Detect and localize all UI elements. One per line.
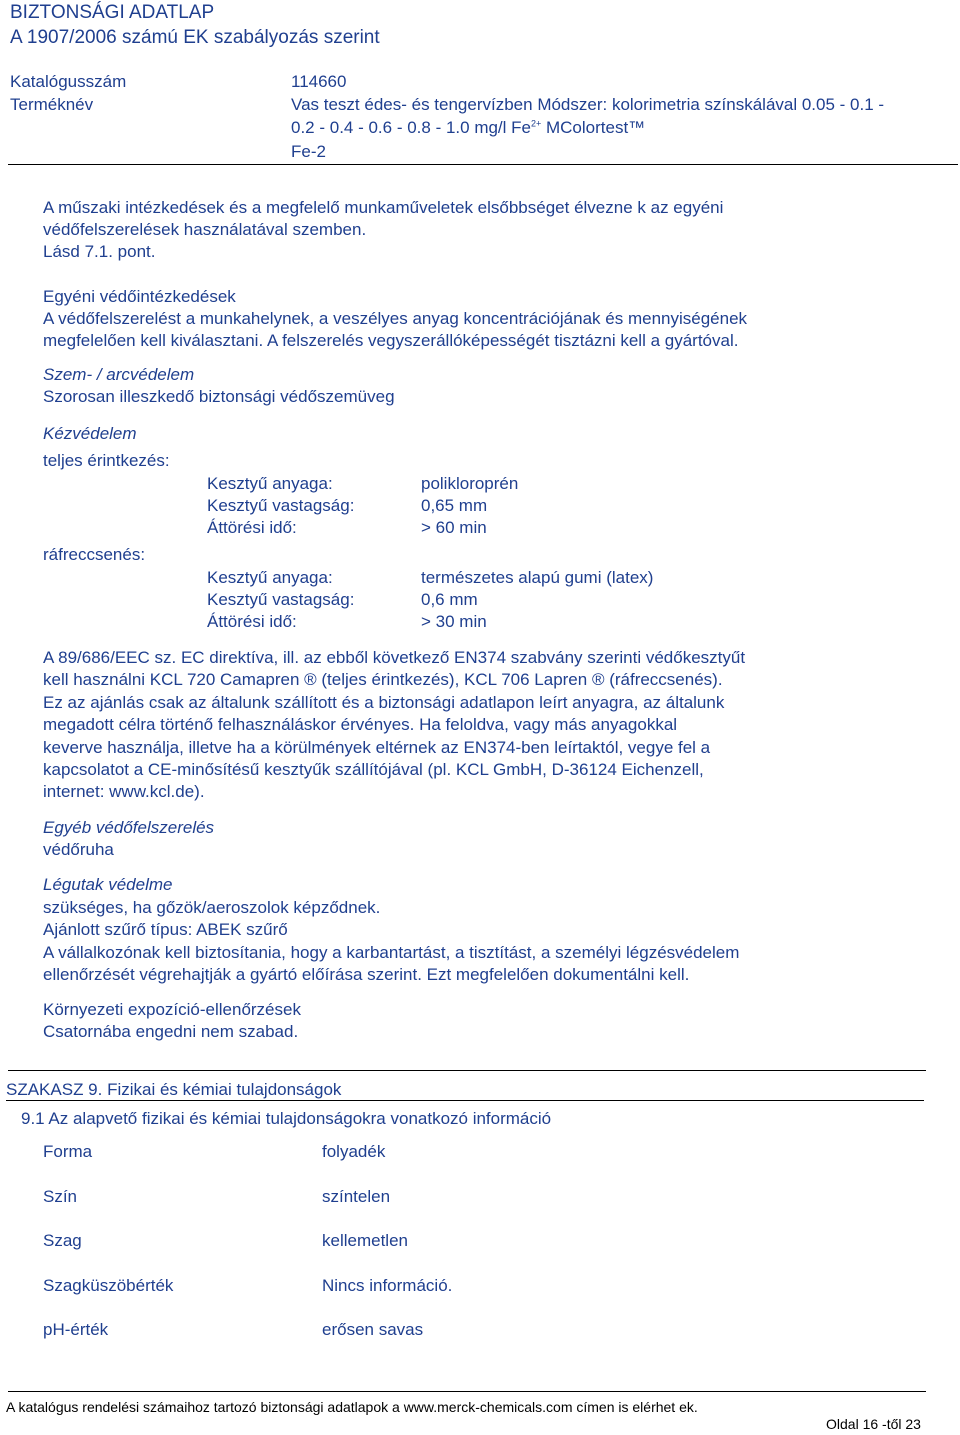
glove-note-line2: kell használni KCL 720 Camapren ® (teljes érintkezés), KCL 706 Lapren ® (ráfreccsenés). (43, 670, 723, 689)
document-title: BIZTONSÁGI ADATLAP (10, 2, 215, 23)
respiratory-line3: A vállalkozónak kell biztosítania, hogy a karbantartást, a tisztítást, a személyi légzésvédelem (43, 943, 740, 962)
personal-line1: A védőfelszerelést a munkahelynek, a veszélyes anyag koncentrációjának és mennyiségének (43, 309, 748, 328)
other-protection-heading: Egyéb védőfelszerelés (43, 818, 215, 837)
page-number: Oldal 16 -től 23 (826, 1416, 921, 1432)
eye-heading: Szem- / arcvédelem (43, 365, 195, 384)
property-label-color: Szín (43, 1187, 78, 1206)
full-contact-label: teljes érintkezés: (43, 451, 170, 470)
full-material-label: Kesztyű anyaga: (207, 474, 333, 493)
respiratory-line2: Ajánlott szűrő típus: ABEK szűrő (43, 920, 288, 939)
section9-subtitle: 9.1 Az alapvető fizikai és kémiai tulajdonságokra vonatkozó információ (21, 1109, 552, 1128)
property-value-ph: erősen savas (322, 1320, 424, 1339)
full-material-value: polikloroprén (421, 474, 519, 493)
property-label-odor: Szag (43, 1231, 82, 1250)
product-name-line1: Vas teszt édes- és tengervízben Módszer: kolorimetria színskálával 0.05 - 0.1 - (291, 95, 885, 114)
property-label-ph: pH-érték (43, 1320, 109, 1339)
section9-underline (6, 1100, 924, 1101)
respiratory-line1: szükséges, ha gőzök/aeroszolok képződnek. (43, 898, 381, 917)
full-thickness-label: Kesztyű vastagság: (207, 496, 355, 515)
respiratory-heading: Légutak védelme (43, 875, 173, 894)
full-breakthrough-label: Áttörési idő: (207, 518, 297, 537)
glove-note-line4: megadott célra történő felhasználáskor érvényes. Ha feloldva, vagy más anyagokkal (43, 715, 678, 734)
glove-note-line7: internet: www.kcl.de). (43, 782, 205, 801)
product-line2-superscript: 2+ (531, 118, 542, 129)
personal-line2: megfelelően kell kiválasztani. A felszerelés vegyszerállóképességét tisztázni kell a gyártóval. (43, 331, 739, 350)
intro-line1: A műszaki intézkedések és a megfelelő munkaműveletek elsőbbséget élvezne k az egyéni (43, 198, 724, 217)
section-divider (8, 1070, 926, 1071)
splash-breakthrough-value: > 30 min (421, 612, 487, 631)
splash-label: ráfreccsenés: (43, 545, 146, 564)
hand-heading: Kézvédelem (43, 424, 137, 443)
splash-breakthrough-label: Áttörési idő: (207, 612, 297, 631)
splash-thickness-value: 0,6 mm (421, 590, 478, 609)
section9-title: SZAKASZ 9. Fizikai és kémiai tulajdonságok (6, 1080, 342, 1099)
product-name-line3: Fe-2 (291, 142, 326, 161)
glove-note-line6: kapcsolatot a CE-minősítésű kesztyűk szállítójával (pl. KCL GmbH, D-36124 Eichenzell, (43, 760, 704, 779)
full-breakthrough-value: > 60 min (421, 518, 487, 537)
property-label-odor-threshold: Szagküszöbérték (43, 1276, 174, 1295)
property-value-odor: kellemetlen (322, 1231, 408, 1250)
glove-note-line3: Ez az ajánlás csak az általunk szállított és a biztonsági adatlapon leírt anyagra, az általunk (43, 693, 725, 712)
footer-divider (8, 1391, 926, 1392)
catalog-value: 114660 (291, 72, 347, 91)
product-line2-suffix: MColortest™ (541, 118, 646, 137)
property-value-form: folyadék (322, 1142, 386, 1161)
environment-text: Csatornába engedni nem szabad. (43, 1022, 299, 1041)
footer-text: A katalógus rendelési számaihoz tartozó biztonsági adatlapok a www.merck-chemicals.com címen is elérhet ek. (6, 1399, 698, 1415)
full-thickness-value: 0,65 mm (421, 496, 488, 515)
property-value-odor-threshold: Nincs információ. (322, 1276, 453, 1295)
other-protection-text: védőruha (43, 840, 114, 859)
property-label-form: Forma (43, 1142, 93, 1161)
personal-heading: Egyéni védőintézkedések (43, 287, 236, 306)
catalog-label: Katalógusszám (10, 72, 127, 91)
splash-material-value: természetes alapú gumi (latex) (421, 568, 654, 587)
intro-line2: védőfelszerelések használatával szemben. (43, 220, 367, 239)
respiratory-line4: ellenőrzését végrehajtják a gyártó előírása szerint. Ezt megfelelően dokumentálni kell. (43, 965, 690, 984)
intro-line3: Lásd 7.1. pont. (43, 242, 156, 261)
product-name-line2 (291, 117, 645, 139)
regulation-line: A 1907/2006 számú EK szabályozás szerint (10, 27, 380, 48)
header-divider (8, 164, 958, 165)
environment-heading: Környezeti expozíció-ellenőrzések (43, 1000, 301, 1019)
splash-material-label: Kesztyű anyaga: (207, 568, 333, 587)
glove-note-line5: keverve használja, illetve ha a körülmények eltérnek az EN374-ben leírtaktól, vegye fel a (43, 738, 711, 757)
product-label: Terméknév (10, 95, 94, 114)
property-value-color: színtelen (322, 1187, 391, 1206)
glove-note-line1: A 89/686/EEC sz. EC direktíva, ill. az ebből következő EN374 szabvány szerinti védőkesztyűt (43, 648, 746, 667)
eye-text: Szorosan illeszkedő biztonsági védőszemüveg (43, 387, 395, 406)
splash-thickness-label: Kesztyű vastagság: (207, 590, 355, 609)
product-line2-text: 0.2 - 0.4 - 0.6 - 0.8 - 1.0 mg/l Fe (291, 118, 531, 137)
